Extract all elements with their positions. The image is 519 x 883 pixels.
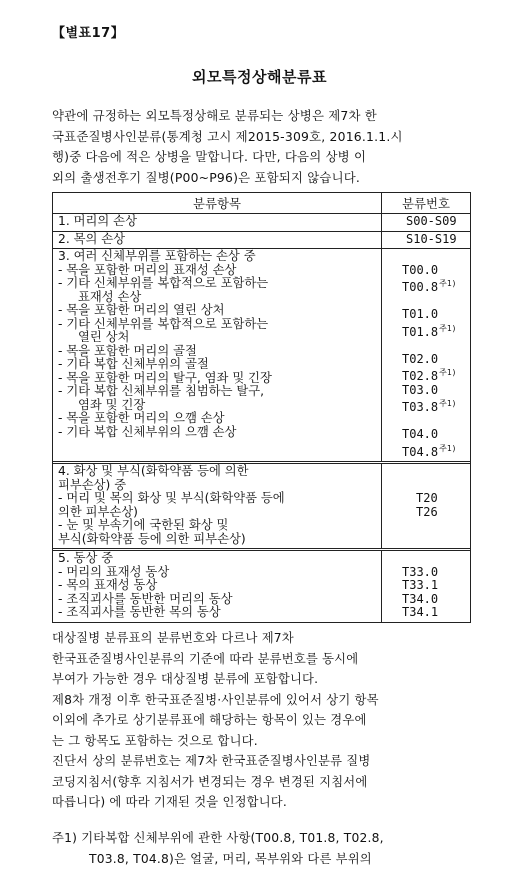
item-line: - 조직괴사를 동반한 머리의 동상 xyxy=(58,591,233,606)
footnote-line: T03.8, T04.8)은 얼굴, 머리, 목부위와 다른 부위의 xyxy=(89,851,372,866)
item-line: - 목을 포함한 머리의 으깸 손상 xyxy=(58,411,225,425)
code-text: T03.8 xyxy=(402,400,439,414)
table-header-row xyxy=(53,193,470,213)
item-cell xyxy=(53,214,382,231)
item-line: - 목을 포함한 머리의 표재성 손상 xyxy=(58,262,237,277)
code-cell xyxy=(382,249,470,461)
footnote-mark: 주1) xyxy=(439,323,457,333)
code-text: T03.0 xyxy=(402,382,439,397)
outro-line: 제8차 개정 이후 한국표준질병·사인분류에 있어서 상기 항목 xyxy=(52,692,379,707)
item-line: - 기타 신체부위를 복합적으로 포함하는 xyxy=(58,316,269,331)
item-line: 염좌 및 긴장 xyxy=(78,397,146,412)
item-line: - 기타 복합 신체부위를 침범하는 탈구, xyxy=(58,384,265,398)
item-line: - 목을 포함한 머리의 골절 xyxy=(58,343,197,358)
item-cell xyxy=(53,249,382,461)
item-heading: 3. 여러 신체부위를 포함하는 손상 중 xyxy=(58,249,256,263)
appendix-tag: 【별표17】 xyxy=(52,26,125,41)
item-line: - 기타 신체부위를 복합적으로 포함하는 xyxy=(58,276,269,290)
code-text: T34.0 xyxy=(402,591,439,606)
item-line: - 목을 포함한 머리의 열린 상처 xyxy=(58,303,225,317)
outro-line: 따릅니다) 에 따라 기재된 것을 인정합니다. xyxy=(52,795,287,809)
code-cell xyxy=(382,551,470,622)
code-cell xyxy=(382,464,470,548)
table-row xyxy=(53,213,470,231)
code-text: T33.1 xyxy=(402,578,439,592)
item-line: - 기타 복합 신체부위의 으깸 손상 xyxy=(58,424,237,439)
code-text: S00-S09 xyxy=(406,214,457,228)
outro-line: 이외에 추가로 상기분류표에 해당하는 항목이 있는 경우에 xyxy=(52,713,367,727)
table-row xyxy=(53,231,470,249)
table-row xyxy=(53,548,470,622)
code-cell xyxy=(382,232,470,249)
item-heading: 4. 화상 및 부식(화학약품 등에 의한 xyxy=(58,464,249,478)
footnote-mark: 주1) xyxy=(439,279,457,288)
footnote-line: 주1) 기타복합 신체부위에 관한 사항(T00.8, T01.8, T02.8, xyxy=(52,831,384,845)
item-line: 부식(화학약품 등에 의한 피부손상) xyxy=(58,531,246,546)
item-line: - 조직괴사를 동반한 목의 동상 xyxy=(58,605,221,619)
code-text: T34.1 xyxy=(402,605,439,619)
outro-line: 는 그 항목도 포함하는 것으로 합니다. xyxy=(52,733,258,748)
item-text: 2. 목의 손상 xyxy=(58,231,126,246)
item-heading: 5. 동상 중 xyxy=(58,551,114,565)
code-text: T02.0 xyxy=(402,351,439,366)
header-code-column: 분류번호 xyxy=(402,196,450,211)
item-text: 1. 머리의 손상 xyxy=(58,214,137,228)
item-line: - 눈 및 부속기에 국한된 화상 및 xyxy=(58,518,229,532)
code-text: T26 xyxy=(416,504,438,519)
item-line: - 머리 및 목의 화상 및 부식(화학약품 등에 xyxy=(58,491,285,505)
item-line: 열린 상처 xyxy=(78,330,130,344)
code-cell xyxy=(382,214,470,231)
intro-line: 약관에 규정하는 외모특정상해로 분류되는 상병은 제7차 한 xyxy=(52,108,377,123)
code-text: T04.8 xyxy=(402,444,439,459)
table-row xyxy=(53,461,470,548)
code-text: S10-S19 xyxy=(406,231,457,246)
outro-line: 코딩지침서(향후 지침서가 변경되는 경우 변경된 지침서에 xyxy=(52,774,368,789)
item-line: 피부손상) 중 xyxy=(58,477,127,492)
code-text: T00.8 xyxy=(402,280,439,294)
classification-table xyxy=(52,192,471,623)
page-title: 외모특정상해분류표 xyxy=(192,68,327,86)
intro-line: 외의 출생전후기 질병(P00~P96)은 포함되지 않습니다. xyxy=(52,169,361,185)
item-line: - 머리의 표재성 동상 xyxy=(58,564,170,579)
code-text: T33.0 xyxy=(402,564,439,579)
header-item-column: 분류항목 xyxy=(53,193,382,213)
outro-line: 대상질병 분류표의 분류번호와 다르나 제7차 xyxy=(52,631,294,645)
outro-paragraph xyxy=(52,628,472,813)
footnote-mark: 주1) xyxy=(439,368,457,377)
item-cell xyxy=(53,232,382,249)
item-line: 의한 피부손상) xyxy=(58,504,138,519)
footnote xyxy=(52,828,472,869)
item-line: - 기타 복합 신체부위의 골절 xyxy=(58,357,209,371)
footnote-mark: 주1) xyxy=(439,399,457,408)
item-cell xyxy=(53,464,382,548)
code-text: T04.0 xyxy=(402,427,439,441)
footnote-mark: 주1) xyxy=(439,443,457,453)
code-text: T02.8 xyxy=(402,369,439,383)
outro-line: 진단서 상의 분류번호는 제7차 한국표준질병사인분류 질병 xyxy=(52,754,371,768)
code-text: T00.0 xyxy=(402,262,439,277)
code-text: T01.0 xyxy=(402,307,439,321)
intro-line: 국표준질병사인분류(통계청 고시 제2015-309호, 2016.1.1.시 xyxy=(52,128,403,144)
item-line: - 목의 표재성 동상 xyxy=(58,578,158,592)
item-line: 표재성 손상 xyxy=(78,289,142,304)
table-row xyxy=(53,248,470,461)
item-cell xyxy=(53,551,382,622)
intro-paragraph xyxy=(52,106,472,188)
outro-line: 부여가 가능한 경우 대상질병 분류에 포함합니다. xyxy=(52,672,319,686)
outro-line: 한국표준질병사인분류의 기준에 따라 분류번호를 동시에 xyxy=(52,651,359,666)
intro-line: 행)중 다음에 적은 상병을 말합니다. 다만, 다음의 상병 이 xyxy=(52,149,367,164)
code-text: T20 xyxy=(416,491,438,505)
item-line: - 목을 포함한 머리의 탈구, 염좌 및 긴장 xyxy=(58,370,272,385)
code-text: T01.8 xyxy=(402,324,439,339)
